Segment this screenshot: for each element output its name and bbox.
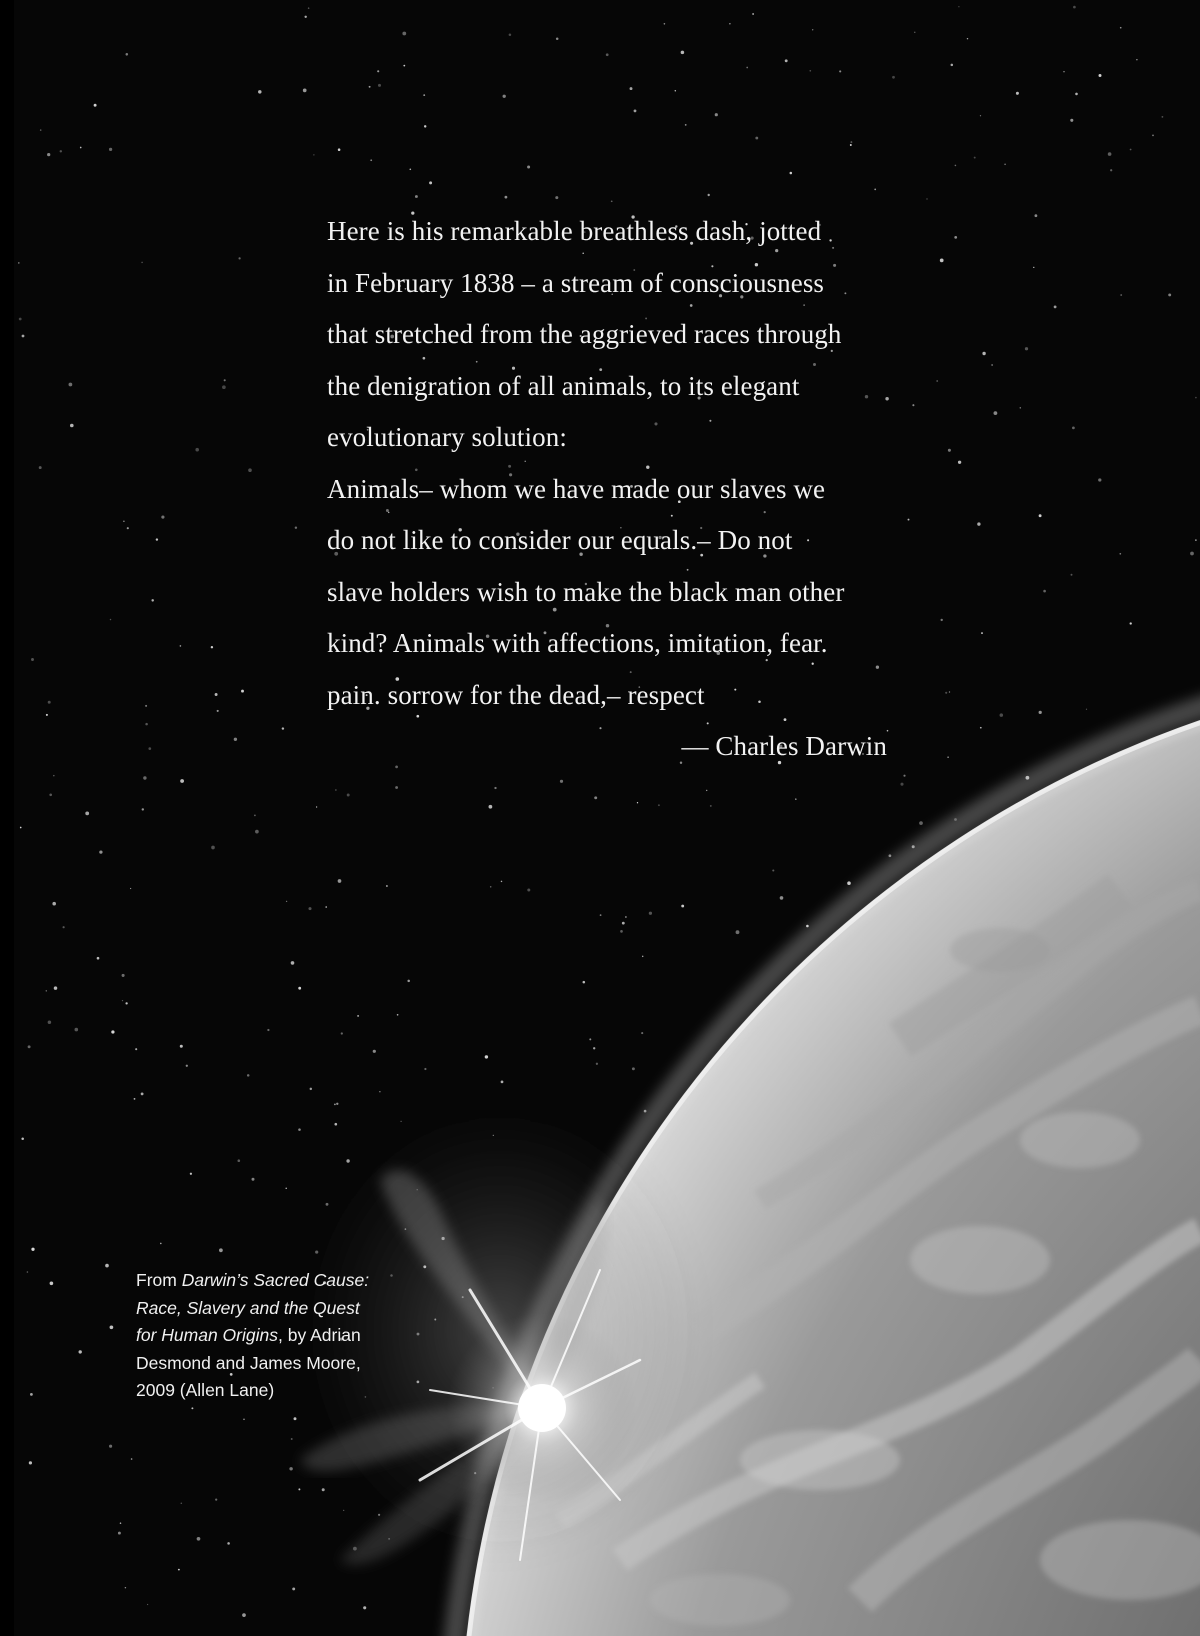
star — [641, 1032, 643, 1034]
star — [370, 159, 372, 161]
star — [48, 1021, 52, 1025]
star — [839, 70, 841, 72]
star — [258, 90, 261, 93]
star — [346, 1159, 349, 1162]
star — [596, 1063, 598, 1065]
star — [222, 385, 226, 389]
star — [378, 1514, 380, 1516]
star — [556, 37, 559, 40]
star — [991, 364, 993, 366]
star — [39, 466, 42, 469]
star — [111, 1030, 114, 1033]
star — [790, 172, 793, 175]
star — [926, 198, 927, 199]
star — [1120, 27, 1122, 29]
star — [1054, 305, 1057, 308]
star — [889, 854, 892, 857]
star — [31, 658, 34, 661]
star — [681, 51, 685, 55]
star — [752, 13, 754, 15]
star — [50, 1281, 54, 1285]
star — [286, 901, 287, 902]
star — [494, 787, 496, 789]
star — [343, 1510, 344, 1511]
star — [118, 1532, 121, 1535]
star — [945, 692, 947, 694]
star — [197, 1537, 201, 1541]
star — [242, 1613, 246, 1617]
star — [936, 380, 938, 382]
star — [31, 1248, 34, 1251]
star — [637, 802, 638, 803]
star — [980, 115, 981, 116]
star — [130, 888, 131, 889]
star — [1033, 267, 1034, 268]
star — [219, 1248, 223, 1252]
star — [49, 793, 52, 796]
star — [403, 65, 405, 67]
star — [215, 1498, 217, 1500]
quote-line: the denigration of all animals, to its elegant — [327, 370, 800, 401]
star — [649, 912, 652, 915]
star — [142, 808, 144, 810]
star — [298, 987, 301, 990]
star — [363, 1606, 366, 1609]
quote-line: Here is his remarkable breathless dash, jotted — [327, 216, 822, 246]
credit-line: Desmond and James Moore, — [136, 1352, 361, 1373]
star — [141, 262, 143, 264]
star — [594, 796, 597, 799]
star — [1136, 59, 1137, 60]
star — [1195, 539, 1196, 540]
star — [18, 262, 20, 264]
star — [47, 153, 50, 156]
quote-line: slave holders wish to make the black man other — [327, 576, 845, 607]
star — [847, 881, 851, 885]
star — [642, 956, 643, 957]
star — [1108, 152, 1112, 156]
star — [122, 974, 125, 977]
star — [294, 1417, 297, 1420]
star — [1073, 6, 1076, 9]
star — [247, 1074, 250, 1077]
star — [914, 32, 915, 33]
star — [951, 64, 954, 67]
star — [97, 957, 100, 960]
star — [708, 194, 710, 196]
star — [424, 1068, 426, 1070]
star — [141, 1092, 144, 1095]
star — [681, 905, 684, 908]
star — [241, 690, 244, 693]
star — [912, 404, 914, 406]
star — [1063, 71, 1064, 72]
star — [224, 379, 226, 381]
star — [397, 1014, 399, 1016]
star — [1016, 92, 1019, 95]
star — [19, 318, 22, 321]
star — [919, 821, 923, 825]
star — [69, 383, 73, 387]
star — [335, 789, 336, 790]
credit-line: 2009 (Allen Lane) — [136, 1380, 275, 1400]
star — [180, 779, 184, 783]
star — [248, 468, 252, 472]
star — [589, 1038, 591, 1040]
star — [630, 87, 633, 90]
star — [622, 922, 625, 925]
star — [606, 53, 609, 56]
star — [161, 516, 164, 519]
star — [1020, 407, 1021, 408]
star — [710, 805, 712, 807]
star — [109, 148, 112, 151]
quote-line: in February 1838 – a stream of consciousness — [327, 267, 825, 298]
star — [60, 150, 62, 152]
book-title-part: Darwin’s Sacred Cause: — [181, 1270, 370, 1290]
star — [664, 23, 666, 25]
star — [625, 916, 627, 918]
star — [27, 1271, 29, 1273]
star — [341, 1032, 343, 1034]
star — [186, 1065, 188, 1067]
star — [1130, 622, 1132, 624]
star — [958, 6, 959, 7]
star — [1070, 119, 1073, 122]
star — [795, 798, 797, 800]
star — [46, 714, 48, 716]
star — [120, 1522, 122, 1524]
star — [980, 727, 982, 729]
star — [227, 1542, 230, 1545]
star — [940, 619, 942, 621]
star — [79, 1350, 82, 1353]
star — [46, 990, 47, 991]
star — [407, 980, 410, 983]
star — [981, 632, 983, 634]
star — [334, 1123, 337, 1126]
star — [485, 1055, 488, 1058]
star — [400, 1121, 401, 1122]
star — [1120, 294, 1122, 296]
star — [75, 1028, 79, 1032]
star — [336, 1103, 338, 1105]
star — [181, 1503, 183, 1505]
star — [850, 144, 852, 146]
star — [285, 1188, 286, 1189]
star — [501, 881, 503, 883]
star — [1161, 116, 1163, 118]
star — [211, 846, 215, 850]
star — [977, 522, 980, 525]
star — [125, 1002, 127, 1004]
star — [80, 147, 82, 149]
star — [1086, 709, 1087, 710]
star — [298, 1488, 300, 1490]
star — [1098, 478, 1101, 481]
star — [211, 646, 213, 648]
star — [180, 645, 182, 647]
star — [379, 1091, 380, 1092]
star — [322, 1488, 325, 1491]
star — [772, 869, 774, 871]
quote-line: evolutionary solution: — [327, 422, 567, 452]
star — [134, 1098, 136, 1100]
star — [489, 805, 493, 809]
star — [156, 538, 158, 540]
star — [429, 181, 432, 184]
star — [560, 780, 563, 783]
star — [658, 804, 660, 806]
star — [1130, 149, 1132, 151]
star — [527, 165, 530, 168]
star — [555, 196, 558, 199]
star — [255, 830, 259, 834]
star — [746, 67, 748, 69]
star — [900, 783, 903, 786]
star — [99, 850, 102, 853]
star — [1004, 163, 1006, 165]
star — [1039, 514, 1042, 517]
star — [316, 806, 317, 807]
star — [395, 786, 398, 789]
star — [303, 89, 307, 93]
star — [377, 70, 379, 72]
star — [304, 16, 306, 18]
star — [955, 165, 957, 167]
star — [238, 1159, 241, 1162]
star — [974, 157, 976, 159]
star — [1072, 427, 1075, 430]
star — [85, 812, 89, 816]
book-title-part: Race, Slavery and the Quest — [136, 1297, 360, 1318]
star — [308, 7, 310, 9]
star — [634, 109, 637, 112]
star — [145, 723, 148, 726]
star — [850, 141, 852, 143]
star — [386, 885, 388, 887]
star — [109, 1445, 112, 1448]
darwin-quote — [327, 206, 897, 773]
star — [1190, 552, 1194, 556]
star — [1099, 74, 1102, 77]
star — [874, 189, 876, 191]
star — [1195, 397, 1197, 399]
star — [357, 1015, 359, 1017]
star — [785, 59, 788, 62]
star — [131, 1458, 133, 1460]
star — [338, 148, 341, 151]
star — [600, 914, 602, 916]
star — [110, 1325, 114, 1329]
star — [310, 1088, 312, 1090]
star — [954, 236, 957, 239]
star — [135, 1048, 137, 1050]
star — [254, 815, 256, 817]
star — [809, 70, 811, 72]
star — [415, 195, 418, 198]
star — [238, 257, 240, 259]
star — [583, 981, 586, 984]
star — [338, 879, 342, 883]
credit-line — [136, 1267, 396, 1295]
quote-line: Animals– whom we have made our slaves we — [327, 473, 826, 504]
star — [48, 701, 51, 704]
star — [20, 827, 22, 829]
star — [947, 756, 949, 758]
quote-line: kind? Animals with affections, imitation, fear. — [327, 628, 828, 658]
star — [409, 168, 411, 170]
star — [378, 84, 381, 87]
star — [423, 94, 425, 96]
star — [63, 926, 65, 928]
star — [291, 1438, 293, 1440]
star — [70, 424, 74, 428]
star — [308, 907, 311, 910]
star — [982, 352, 985, 355]
star — [949, 691, 950, 692]
star — [40, 129, 41, 130]
star — [52, 902, 56, 906]
star — [325, 906, 327, 908]
star — [1075, 93, 1078, 96]
star — [110, 619, 112, 621]
star — [190, 1173, 192, 1175]
star — [736, 930, 740, 934]
star — [22, 335, 25, 338]
star — [147, 1604, 148, 1605]
star — [715, 113, 718, 116]
star — [28, 1045, 31, 1048]
star — [313, 154, 314, 155]
star — [755, 137, 758, 140]
star — [282, 727, 284, 729]
star — [632, 1067, 635, 1070]
star — [958, 461, 961, 464]
star — [215, 693, 218, 696]
star — [122, 1000, 123, 1001]
star — [424, 125, 426, 127]
credit-prefix: From — [136, 1270, 182, 1290]
star — [1119, 553, 1121, 555]
star — [148, 747, 151, 750]
star — [326, 1203, 329, 1206]
star — [1025, 347, 1028, 350]
star — [503, 95, 506, 98]
star — [685, 124, 687, 126]
credit-authors-prefix: , by Adrian — [278, 1325, 361, 1345]
quote-line: pain. sorrow for the dead,– respect — [327, 679, 705, 710]
star — [289, 1467, 292, 1470]
star — [145, 705, 147, 707]
star — [54, 986, 58, 990]
star — [143, 776, 146, 779]
source-credit — [136, 1267, 396, 1405]
star — [892, 76, 895, 79]
star — [1110, 169, 1112, 171]
star — [402, 32, 406, 36]
credit-line — [136, 1322, 396, 1350]
star — [94, 104, 97, 107]
star — [160, 1243, 162, 1245]
star — [593, 1047, 595, 1049]
quote-line: do not like to consider our equals.– Do not — [327, 525, 793, 555]
star — [243, 1419, 245, 1421]
star — [509, 33, 512, 36]
star — [125, 1587, 126, 1588]
star — [334, 1104, 336, 1106]
star — [180, 1045, 183, 1048]
star — [1152, 135, 1154, 137]
star — [295, 526, 297, 528]
credit-line — [136, 1295, 396, 1323]
star — [1000, 713, 1004, 717]
star — [903, 775, 905, 777]
quote-attribution: — Charles Darwin — [681, 731, 887, 761]
star — [195, 448, 199, 452]
star — [501, 1081, 504, 1084]
star — [29, 1461, 32, 1464]
star — [527, 889, 530, 892]
star — [611, 200, 613, 202]
star — [940, 259, 944, 263]
star — [706, 790, 707, 791]
star — [298, 1128, 301, 1131]
star — [780, 896, 784, 900]
star — [729, 23, 730, 24]
quote-line: that stretched from the aggrieved races through — [327, 319, 842, 349]
star — [994, 411, 998, 415]
star — [505, 196, 508, 199]
star — [252, 1178, 255, 1181]
star — [217, 710, 219, 712]
book-title-part: for Human Origins — [136, 1325, 278, 1345]
star — [490, 886, 492, 888]
star — [675, 90, 676, 91]
star — [948, 449, 951, 452]
star — [123, 521, 125, 523]
star — [126, 53, 129, 56]
star — [1168, 293, 1171, 296]
star — [1043, 590, 1046, 593]
star — [1035, 214, 1038, 217]
star — [127, 527, 129, 529]
star — [292, 1587, 295, 1590]
star — [191, 1407, 193, 1409]
star — [347, 794, 350, 797]
star — [30, 1393, 33, 1396]
star — [369, 86, 371, 88]
star — [812, 29, 813, 30]
star — [1039, 711, 1042, 714]
star — [620, 930, 623, 933]
star — [373, 1050, 376, 1053]
star — [291, 961, 295, 965]
star — [1071, 574, 1073, 576]
star — [21, 1138, 24, 1141]
star — [967, 38, 968, 39]
star — [178, 1569, 180, 1571]
star — [151, 599, 153, 601]
star — [105, 1264, 109, 1268]
star — [234, 738, 237, 741]
star — [267, 1029, 269, 1031]
star — [53, 775, 55, 777]
star — [908, 519, 910, 521]
